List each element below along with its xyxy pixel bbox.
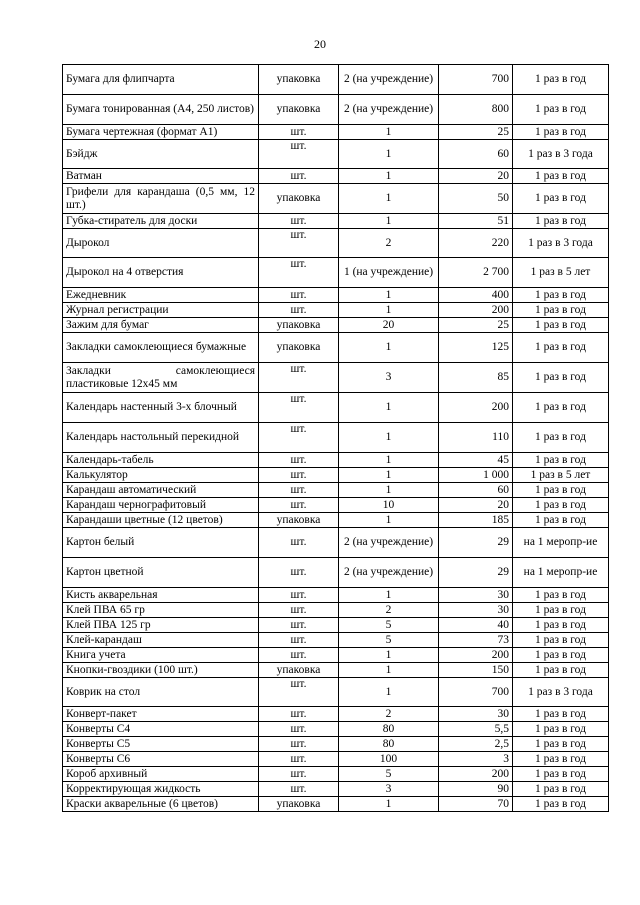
- price-cell: 5,5: [439, 722, 513, 737]
- item-name-cell: Картон белый: [63, 528, 259, 558]
- quantity-cell: 1: [339, 483, 439, 498]
- table-row: [63, 648, 609, 663]
- price-cell: 220: [439, 229, 513, 258]
- quantity-cell: 1: [339, 588, 439, 603]
- unit-cell: шт.: [259, 767, 339, 782]
- period-cell: 1 раз в год: [513, 633, 609, 648]
- table-row: [63, 498, 609, 513]
- price-cell: 60: [439, 483, 513, 498]
- table-row: [63, 288, 609, 303]
- price-cell: 200: [439, 648, 513, 663]
- period-cell: 1 раз в 3 года: [513, 140, 609, 169]
- period-cell: 1 раз в год: [513, 618, 609, 633]
- table-row: [63, 752, 609, 767]
- table-row: [63, 258, 609, 288]
- unit-cell: шт.: [259, 752, 339, 767]
- table-row: [63, 169, 609, 184]
- quantity-cell: 1: [339, 303, 439, 318]
- table-row: [63, 722, 609, 737]
- period-cell: 1 раз в 5 лет: [513, 468, 609, 483]
- price-cell: 25: [439, 125, 513, 140]
- table-row: [63, 513, 609, 528]
- quantity-cell: 3: [339, 363, 439, 393]
- unit-cell: шт.: [259, 125, 339, 140]
- period-cell: 1 раз в 5 лет: [513, 258, 609, 288]
- unit-cell: шт.: [259, 468, 339, 483]
- quantity-cell: 100: [339, 752, 439, 767]
- period-cell: 1 раз в год: [513, 737, 609, 752]
- item-name-cell: Краски акварельные (6 цветов): [63, 797, 259, 812]
- table-row: [63, 303, 609, 318]
- item-name-cell: Закладки самоклеющиеся бумажные: [63, 333, 259, 363]
- price-cell: 40: [439, 618, 513, 633]
- period-cell: 1 раз в год: [513, 782, 609, 797]
- unit-cell: шт.: [259, 498, 339, 513]
- unit-cell: шт.: [259, 737, 339, 752]
- price-cell: 700: [439, 678, 513, 707]
- quantity-cell: 1: [339, 663, 439, 678]
- period-cell: 1 раз в год: [513, 588, 609, 603]
- item-name-cell: Клей ПВА 125 гр: [63, 618, 259, 633]
- table-row: [63, 125, 609, 140]
- quantity-cell: 1: [339, 288, 439, 303]
- period-cell: 1 раз в год: [513, 333, 609, 363]
- item-name-cell: Клей-карандаш: [63, 633, 259, 648]
- quantity-cell: 2: [339, 229, 439, 258]
- unit-cell: шт.: [259, 633, 339, 648]
- quantity-cell: 80: [339, 737, 439, 752]
- quantity-cell: 5: [339, 633, 439, 648]
- supplies-table-body: [63, 65, 609, 812]
- quantity-cell: 1: [339, 797, 439, 812]
- price-cell: 60: [439, 140, 513, 169]
- period-cell: 1 раз в год: [513, 169, 609, 184]
- period-cell: 1 раз в год: [513, 483, 609, 498]
- price-cell: 400: [439, 288, 513, 303]
- price-cell: 2,5: [439, 737, 513, 752]
- unit-cell: шт.: [259, 229, 339, 258]
- quantity-cell: 5: [339, 767, 439, 782]
- item-name-cell: Ежедневник: [63, 288, 259, 303]
- table-row: [63, 95, 609, 125]
- price-cell: 30: [439, 707, 513, 722]
- quantity-cell: 1 (на учреждение): [339, 258, 439, 288]
- price-cell: 125: [439, 333, 513, 363]
- table-row: [63, 737, 609, 752]
- price-cell: 20: [439, 498, 513, 513]
- table-row: [63, 468, 609, 483]
- quantity-cell: 1: [339, 468, 439, 483]
- table-row: [63, 603, 609, 618]
- table-row: [63, 483, 609, 498]
- item-name-cell: Книга учета: [63, 648, 259, 663]
- unit-cell: шт.: [259, 782, 339, 797]
- price-cell: 185: [439, 513, 513, 528]
- table-row: [63, 229, 609, 258]
- quantity-cell: 2 (на учреждение): [339, 558, 439, 588]
- price-cell: 1 000: [439, 468, 513, 483]
- quantity-cell: 1: [339, 678, 439, 707]
- price-cell: 200: [439, 303, 513, 318]
- table-row: [63, 423, 609, 453]
- table-row: [63, 558, 609, 588]
- price-cell: 50: [439, 184, 513, 214]
- period-cell: 1 раз в год: [513, 318, 609, 333]
- unit-cell: шт.: [259, 588, 339, 603]
- item-name-cell: Губка-стиратель для доски: [63, 214, 259, 229]
- item-name-cell: Калькулятор: [63, 468, 259, 483]
- table-row: [63, 453, 609, 468]
- period-cell: 1 раз в год: [513, 663, 609, 678]
- quantity-cell: 20: [339, 318, 439, 333]
- item-name-cell: Календарь настенный 3-х блочный: [63, 393, 259, 423]
- price-cell: 25: [439, 318, 513, 333]
- period-cell: 1 раз в год: [513, 125, 609, 140]
- item-name-cell: Закладки самоклеющиеся пластиковые 12х45 мм: [63, 363, 259, 393]
- quantity-cell: 1: [339, 333, 439, 363]
- table-row: [63, 140, 609, 169]
- period-cell: 1 раз в год: [513, 498, 609, 513]
- supplies-table: [62, 64, 609, 812]
- quantity-cell: 1: [339, 184, 439, 214]
- unit-cell: шт.: [259, 678, 339, 707]
- price-cell: 70: [439, 797, 513, 812]
- table-row: [63, 707, 609, 722]
- quantity-cell: 2 (на учреждение): [339, 65, 439, 95]
- price-cell: 110: [439, 423, 513, 453]
- item-name-cell: Клей ПВА 65 гр: [63, 603, 259, 618]
- period-cell: 1 раз в год: [513, 65, 609, 95]
- item-name-cell: Грифели для карандаша (0,5 мм, 12 шт.): [63, 184, 259, 214]
- period-cell: 1 раз в год: [513, 95, 609, 125]
- unit-cell: шт.: [259, 258, 339, 288]
- period-cell: 1 раз в год: [513, 603, 609, 618]
- price-cell: 90: [439, 782, 513, 797]
- price-cell: 30: [439, 588, 513, 603]
- price-cell: 85: [439, 363, 513, 393]
- unit-cell: шт.: [259, 393, 339, 423]
- table-row: [63, 767, 609, 782]
- unit-cell: упаковка: [259, 333, 339, 363]
- unit-cell: шт.: [259, 618, 339, 633]
- table-row: [63, 65, 609, 95]
- price-cell: 800: [439, 95, 513, 125]
- period-cell: 1 раз в 3 года: [513, 678, 609, 707]
- period-cell: 1 раз в год: [513, 797, 609, 812]
- unit-cell: упаковка: [259, 95, 339, 125]
- price-cell: 200: [439, 393, 513, 423]
- price-cell: 45: [439, 453, 513, 468]
- item-name-cell: Бэйдж: [63, 140, 259, 169]
- item-name-cell: Короб архивный: [63, 767, 259, 782]
- quantity-cell: 2: [339, 707, 439, 722]
- unit-cell: шт.: [259, 363, 339, 393]
- period-cell: 1 раз в год: [513, 303, 609, 318]
- item-name-cell: Календарь настольный перекидной: [63, 423, 259, 453]
- item-name-cell: Кисть акварельная: [63, 588, 259, 603]
- price-cell: 700: [439, 65, 513, 95]
- quantity-cell: 1: [339, 453, 439, 468]
- item-name-cell: Конверты С4: [63, 722, 259, 737]
- table-row: [63, 184, 609, 214]
- table-row: [63, 678, 609, 707]
- item-name-cell: Бумага чертежная (формат А1): [63, 125, 259, 140]
- price-cell: 29: [439, 528, 513, 558]
- period-cell: 1 раз в год: [513, 423, 609, 453]
- unit-cell: шт.: [259, 169, 339, 184]
- table-row: [63, 588, 609, 603]
- unit-cell: шт.: [259, 528, 339, 558]
- unit-cell: шт.: [259, 648, 339, 663]
- price-cell: 2 700: [439, 258, 513, 288]
- quantity-cell: 1: [339, 214, 439, 229]
- price-cell: 150: [439, 663, 513, 678]
- quantity-cell: 3: [339, 782, 439, 797]
- quantity-cell: 1: [339, 169, 439, 184]
- quantity-cell: 2 (на учреждение): [339, 95, 439, 125]
- unit-cell: шт.: [259, 558, 339, 588]
- quantity-cell: 2: [339, 603, 439, 618]
- unit-cell: упаковка: [259, 663, 339, 678]
- item-name-cell: Календарь-табель: [63, 453, 259, 468]
- table-row: [63, 363, 609, 393]
- quantity-cell: 10: [339, 498, 439, 513]
- unit-cell: шт.: [259, 453, 339, 468]
- period-cell: 1 раз в год: [513, 722, 609, 737]
- price-cell: 20: [439, 169, 513, 184]
- item-name-cell: Бумага для флипчарта: [63, 65, 259, 95]
- unit-cell: шт.: [259, 483, 339, 498]
- unit-cell: шт.: [259, 423, 339, 453]
- item-name-cell: Карандаши цветные (12 цветов): [63, 513, 259, 528]
- unit-cell: шт.: [259, 603, 339, 618]
- table-row: [63, 393, 609, 423]
- price-cell: 200: [439, 767, 513, 782]
- item-name-cell: Конверт-пакет: [63, 707, 259, 722]
- price-cell: 29: [439, 558, 513, 588]
- table-row: [63, 663, 609, 678]
- item-name-cell: Журнал регистрации: [63, 303, 259, 318]
- item-name-cell: Бумага тонированная (А4, 250 листов): [63, 95, 259, 125]
- item-name-cell: Коврик на стол: [63, 678, 259, 707]
- quantity-cell: 1: [339, 648, 439, 663]
- table-row: [63, 782, 609, 797]
- unit-cell: шт.: [259, 214, 339, 229]
- price-cell: 3: [439, 752, 513, 767]
- price-cell: 73: [439, 633, 513, 648]
- table-row: [63, 633, 609, 648]
- period-cell: 1 раз в год: [513, 184, 609, 214]
- item-name-cell: Карандаш чернографитовый: [63, 498, 259, 513]
- item-name-cell: Конверты С5: [63, 737, 259, 752]
- quantity-cell: 1: [339, 513, 439, 528]
- item-name-cell: Корректирующая жидкость: [63, 782, 259, 797]
- period-cell: 1 раз в год: [513, 214, 609, 229]
- item-name-cell: Кнопки-гвоздики (100 шт.): [63, 663, 259, 678]
- item-name-cell: Ватман: [63, 169, 259, 184]
- quantity-cell: 80: [339, 722, 439, 737]
- item-name-cell: Зажим для бумаг: [63, 318, 259, 333]
- period-cell: 1 раз в 3 года: [513, 229, 609, 258]
- quantity-cell: 1: [339, 140, 439, 169]
- item-name-cell: Картон цветной: [63, 558, 259, 588]
- period-cell: 1 раз в год: [513, 707, 609, 722]
- table-row: [63, 528, 609, 558]
- page-number: 20: [314, 37, 326, 51]
- unit-cell: упаковка: [259, 797, 339, 812]
- item-name-cell: Дырокол на 4 отверстия: [63, 258, 259, 288]
- unit-cell: шт.: [259, 303, 339, 318]
- price-cell: 51: [439, 214, 513, 229]
- unit-cell: шт.: [259, 707, 339, 722]
- quantity-cell: 1: [339, 393, 439, 423]
- period-cell: 1 раз в год: [513, 393, 609, 423]
- item-name-cell: Конверты С6: [63, 752, 259, 767]
- unit-cell: упаковка: [259, 65, 339, 95]
- period-cell: 1 раз в год: [513, 648, 609, 663]
- period-cell: 1 раз в год: [513, 767, 609, 782]
- quantity-cell: 2 (на учреждение): [339, 528, 439, 558]
- price-cell: 30: [439, 603, 513, 618]
- period-cell: 1 раз в год: [513, 453, 609, 468]
- item-name-cell: Дырокол: [63, 229, 259, 258]
- period-cell: на 1 меропр-ие: [513, 558, 609, 588]
- unit-cell: шт.: [259, 722, 339, 737]
- period-cell: 1 раз в год: [513, 752, 609, 767]
- table-row: [63, 797, 609, 812]
- period-cell: 1 раз в год: [513, 363, 609, 393]
- item-name-cell: Карандаш автоматический: [63, 483, 259, 498]
- unit-cell: упаковка: [259, 513, 339, 528]
- table-row: [63, 618, 609, 633]
- quantity-cell: 1: [339, 125, 439, 140]
- table-row: [63, 333, 609, 363]
- period-cell: на 1 меропр-ие: [513, 528, 609, 558]
- unit-cell: шт.: [259, 288, 339, 303]
- unit-cell: упаковка: [259, 184, 339, 214]
- period-cell: 1 раз в год: [513, 288, 609, 303]
- unit-cell: шт.: [259, 140, 339, 169]
- unit-cell: упаковка: [259, 318, 339, 333]
- table-row: [63, 318, 609, 333]
- table-row: [63, 214, 609, 229]
- quantity-cell: 1: [339, 423, 439, 453]
- period-cell: 1 раз в год: [513, 513, 609, 528]
- quantity-cell: 5: [339, 618, 439, 633]
